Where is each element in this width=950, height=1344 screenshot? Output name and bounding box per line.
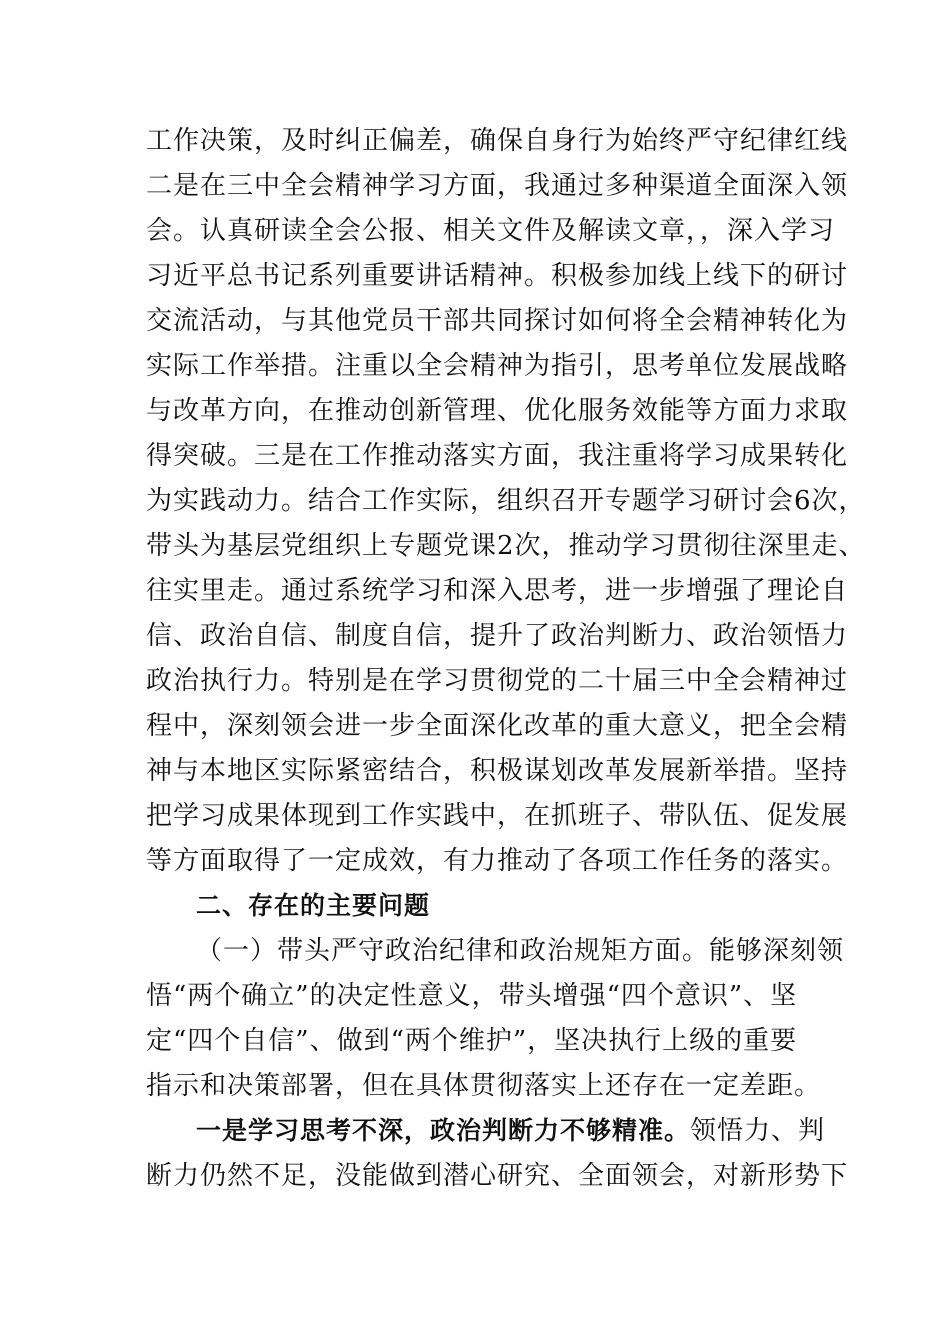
body-line: 断力仍然不足，没能做到潜心研究、全面领会，对新形势下 [146,1161,849,1191]
body-line: 交流活动，与其他党员干部共同探讨如何将全会精神转化为 [146,306,849,336]
point-rest: 领悟力、判 [690,1116,826,1146]
body-line: 神与本地区实际紧密结合，积极谋划改革发展新举措。坚持 [146,756,849,786]
body-line: 政治执行力。特别是在学习贯彻党的二十届三中全会精神过 [146,666,849,696]
point-line [196,1109,826,1153]
body-line: 与改革方向，在推动创新管理、优化服务效能等方面力求取 [146,396,849,426]
body-line: 把学习成果体现到工作实践中，在抓班子、带队伍、促发展 [146,801,849,831]
sub-heading-line: （一）带头严守政治纪律和政治规矩方面。能够深刻领 [196,936,845,966]
body-line: 工作决策，及时纠正偏差，确保自身行为始终严守纪律红线 [146,126,849,156]
body-line: 等方面取得了一定成效，有力推动了各项工作任务的落实。 [146,846,849,876]
body-line: 习近平总书记系列重要讲话精神。积极参加线上线下的研讨 [146,261,849,291]
point-lead: 一是学习思考不深，政治判断力不够精准。 [196,1116,691,1145]
body-line: 得突破。三是在工作推动落实方面，我注重将学习成果转化 [146,441,849,471]
body-line: 实际工作举措。注重以全会精神为指引，思考单位发展战略 [146,351,849,381]
body-line: 指示和决策部署，但在具体贯彻落实上还存在一定差距。 [146,1071,822,1101]
body-line: 会。认真研读全会公报、相关文件及解读文章，，深入学习 [146,216,836,246]
section-heading: 二、存在的主要问题 [196,891,431,920]
body-line: 程中，深刻领会进一步全面深化改革的重大意义，把全会精 [146,711,849,741]
body-line: 为实践动力。结合工作实际，组织召开专题学习研讨会6次， [146,486,866,516]
body-line: 信、政治自信、制度自信，提升了政治判断力、政治领悟力 [146,621,849,651]
body-line: 定“四个自信”、做到“两个维护”，坚决执行上级的重要 [146,1026,798,1056]
body-line: 二是在三中全会精神学习方面，我通过多种渠道全面深入领 [146,171,849,201]
body-line: 悟“两个确立”的决定性意义，带头增强“四个意识”、坚 [146,981,798,1011]
body-line: 往实里走。通过系统学习和深入思考，进一步增强了理论自 [146,576,849,606]
body-line: 带头为基层党组织上专题党课2次，推动学习贯彻往深里走、 [146,531,866,561]
